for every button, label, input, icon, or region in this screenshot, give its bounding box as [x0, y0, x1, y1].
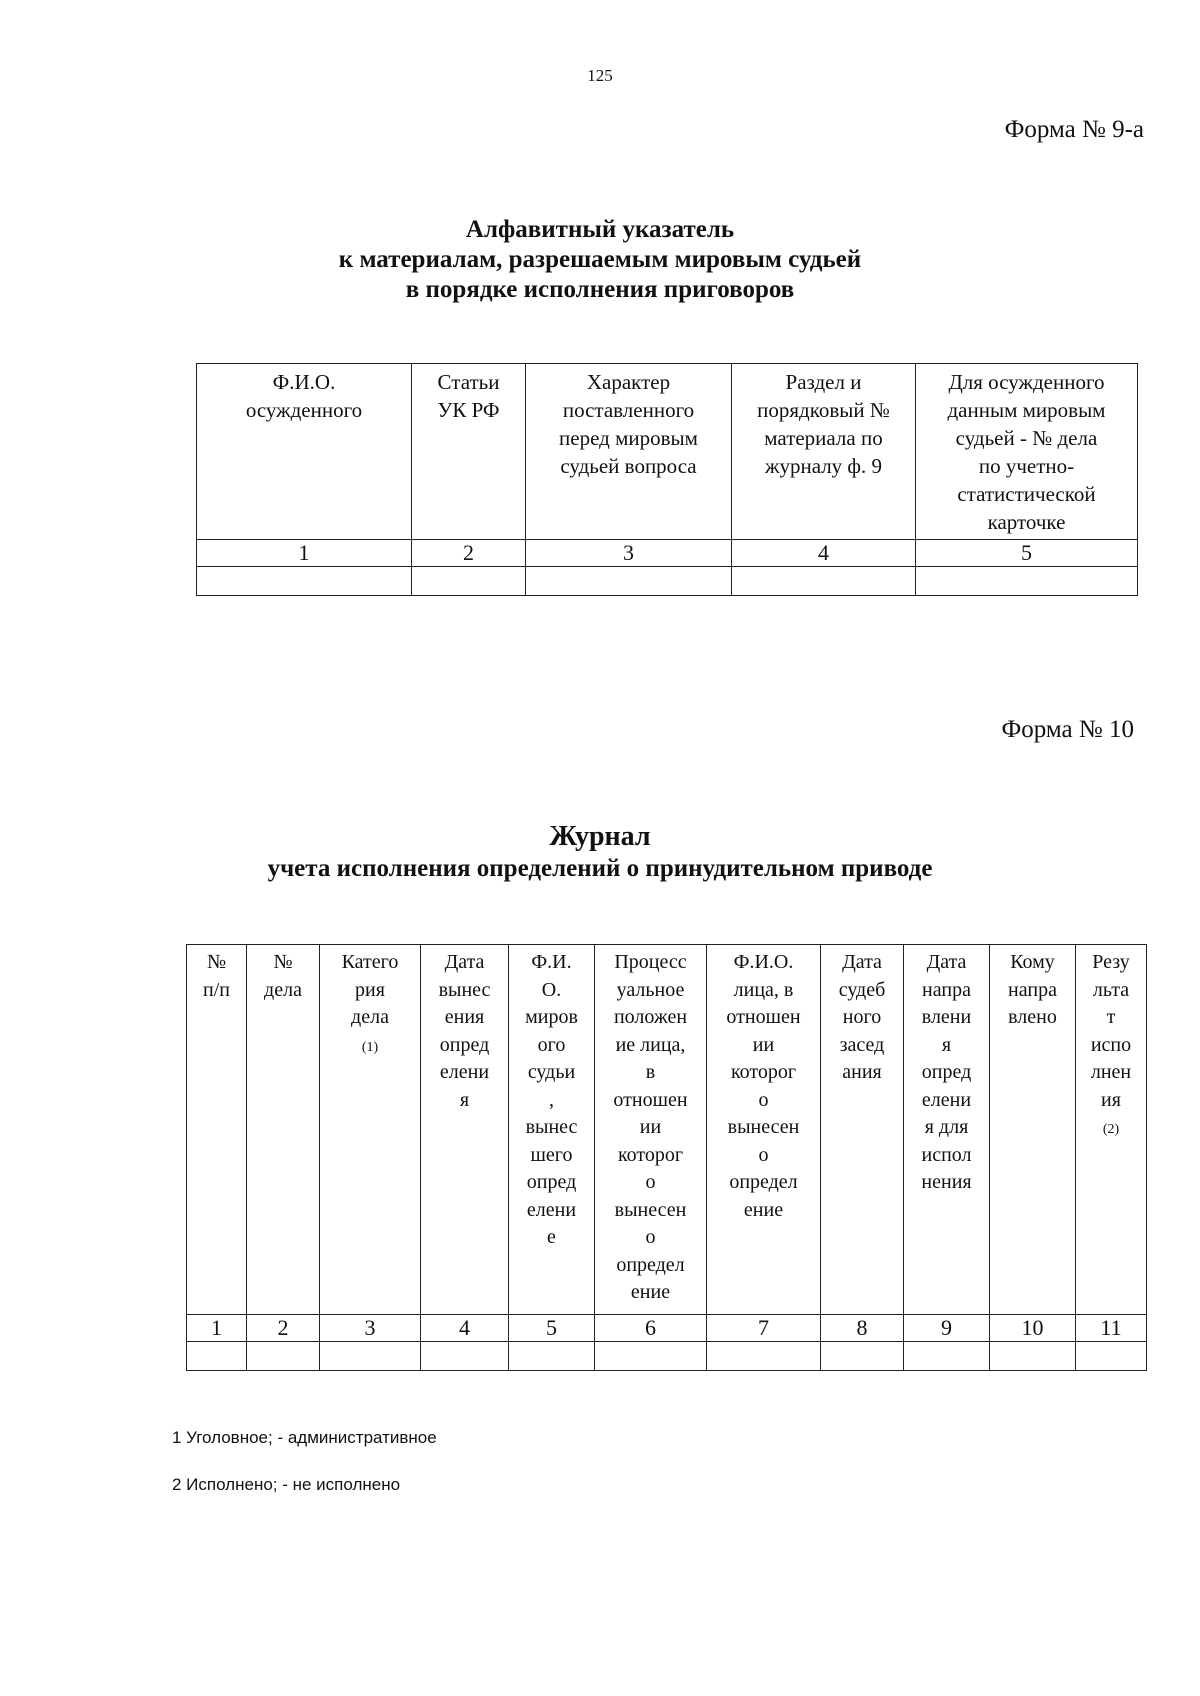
empty-cell[interactable]: [732, 567, 916, 596]
header-ruling-date: Дата вынес ения опред елени я: [421, 945, 509, 1315]
empty-cell[interactable]: [197, 567, 412, 596]
header-question: Характер поставленного перед мировым судьей вопроса: [526, 364, 732, 540]
col-number: 3: [526, 540, 732, 567]
header-case-number: № дела: [247, 945, 320, 1315]
header-section: Раздел и порядковый № материала по журналу ф. 9: [732, 364, 916, 540]
empty-cell[interactable]: [904, 1342, 990, 1371]
empty-cell[interactable]: [1076, 1342, 1147, 1371]
header-sent-to: Кому напра влено: [990, 945, 1076, 1315]
empty-cell[interactable]: [595, 1342, 707, 1371]
header-result: Резу льта т испо лнен ия (2): [1076, 945, 1147, 1315]
empty-cell[interactable]: [707, 1342, 821, 1371]
footnote-1: 1 Уголовное; - административное: [172, 1428, 437, 1447]
empty-cell[interactable]: [421, 1342, 509, 1371]
header-case-number: Для осужденного данным мировым судьей - № дела по учетно- статистической карточке: [916, 364, 1138, 540]
col-number: 1: [197, 540, 412, 567]
form-10-title-main: Журнал: [549, 821, 651, 852]
header-procedural-status: Процесс уальное положен ие лица, в отношен ии которог о вынесен о определ ение: [595, 945, 707, 1315]
col-number: 1: [187, 1315, 247, 1342]
header-judge-name: Ф.И. О. миров ого судьи , вынес шего опред елени е: [509, 945, 595, 1315]
form-10-title-sub: учета исполнения определений о принудительном приводе: [267, 855, 933, 882]
form-9a-header-row: [197, 364, 1138, 540]
col-number: 3: [320, 1315, 421, 1342]
col-number: 2: [247, 1315, 320, 1342]
form-10-label: Форма № 10: [1001, 716, 1134, 743]
col-number: 5: [916, 540, 1138, 567]
header-row-number: № п/п: [187, 945, 247, 1315]
form-9a-empty-row: [197, 567, 1138, 596]
footnote-2: 2 Исполнено; - не исполнено: [172, 1475, 401, 1494]
form-9a-number-row: [197, 540, 1138, 567]
form-10-header-row: [187, 945, 1147, 1315]
col-number: 6: [595, 1315, 707, 1342]
header-hearing-date: Дата судеб ного засед ания: [821, 945, 904, 1315]
empty-cell[interactable]: [916, 567, 1138, 596]
col-number: 8: [821, 1315, 904, 1342]
form-9a-title: [0, 215, 1200, 305]
form-10-empty-row: [187, 1342, 1147, 1371]
footnote-mark-1: (1): [361, 1039, 379, 1055]
col-number: 10: [990, 1315, 1076, 1342]
col-number: 11: [1076, 1315, 1147, 1342]
page-number: 125: [587, 66, 613, 85]
form-9a-table: [196, 363, 1138, 596]
empty-cell[interactable]: [990, 1342, 1076, 1371]
empty-cell[interactable]: [187, 1342, 247, 1371]
empty-cell[interactable]: [821, 1342, 904, 1371]
col-number: 4: [732, 540, 916, 567]
form-9a-label: Форма № 9-а: [1004, 116, 1144, 143]
empty-cell[interactable]: [526, 567, 732, 596]
empty-cell[interactable]: [320, 1342, 421, 1371]
header-fio: Ф.И.О. осужденного: [197, 364, 412, 540]
header-category: Катего рия дела (1): [320, 945, 421, 1315]
empty-cell[interactable]: [509, 1342, 595, 1371]
form-9a-title-line-2: к материалам, разрешаемым мировым судьей: [338, 246, 862, 273]
col-number: 5: [509, 1315, 595, 1342]
col-number: 7: [707, 1315, 821, 1342]
empty-cell[interactable]: [247, 1342, 320, 1371]
col-number: 9: [904, 1315, 990, 1342]
col-number: 2: [412, 540, 526, 567]
col-number: 4: [421, 1315, 509, 1342]
form-9a-title-line-1: Алфавитный указатель: [465, 216, 735, 243]
header-person-name: Ф.И.О. лица, в отношен ии которог о вынесен о определ ение: [707, 945, 821, 1315]
header-articles: Статьи УК РФ: [412, 364, 526, 540]
form-10-table: [186, 944, 1147, 1371]
empty-cell[interactable]: [412, 567, 526, 596]
form-9a-title-line-3: в порядке исполнения приговоров: [405, 276, 795, 303]
form-10-title: [0, 820, 1200, 884]
form-10-number-row: [187, 1315, 1147, 1342]
footnote-mark-2: (2): [1102, 1122, 1120, 1137]
header-dispatch-date: Дата напра влени я опред елени я для испол нения: [904, 945, 990, 1315]
